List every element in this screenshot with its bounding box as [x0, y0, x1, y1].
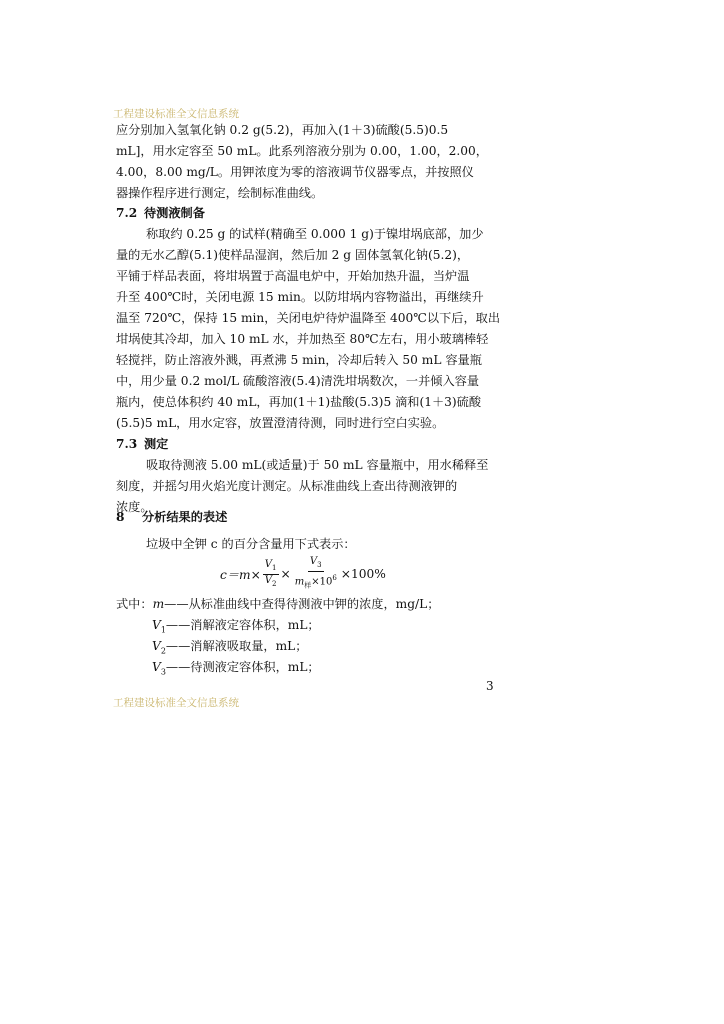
watermark-bottom: 工程建设标准全文信息系统 — [113, 697, 239, 709]
superscript: 6 — [332, 574, 337, 583]
definition-v1 — [152, 617, 320, 638]
symbol-v: V — [152, 639, 161, 653]
body-line: 中，用少量 0.2 mol/L 硫酸溶液(5.4)清洗坩埚数次，一并倾入容量 — [116, 374, 480, 388]
definition-m — [116, 596, 439, 612]
formula-lhs: c＝m× — [220, 567, 261, 582]
fraction-denominator — [293, 572, 339, 591]
body-line: 坩埚使其冷却，加入 10 mL 水，并加热至 80℃左右，用小玻璃棒轻 — [116, 332, 489, 346]
section-heading-7-2 — [116, 205, 205, 221]
formula — [220, 558, 386, 590]
body-line: 称取约 0.25 g 的试样(精确至 0.000 1 g)于镍坩埚底部，加少 — [146, 227, 484, 241]
body-line: 刻度，并摇匀用火焰光度计测定。从标准曲线上查出待测液钾的 — [116, 479, 458, 493]
definition-text: ——消解液吸取量，mL； — [165, 639, 308, 653]
section-heading-8 — [116, 509, 227, 525]
section-heading-7-3 — [116, 436, 168, 452]
fraction-numerator — [263, 559, 279, 575]
section-title: 待测液制备 — [144, 206, 205, 220]
body-line: 应分别加入氢氧化钠 0.2 g(5.2)，再加入(1＋3)硫酸(5.5)0.5 — [116, 123, 449, 137]
symbol-m: m — [152, 597, 165, 611]
body-line: 瓶内，使总体积约 40 mL，再加(1＋1)盐酸(5.3)5 滴和(1＋3)硫酸 — [116, 395, 482, 409]
symbol-m: m — [294, 576, 305, 588]
subscript: 2 — [160, 646, 166, 656]
symbol-v: V — [152, 618, 161, 632]
body-line: 浓度。 — [116, 500, 153, 514]
formula-tail: ×100% — [340, 567, 386, 581]
fraction-v3-m — [293, 556, 339, 591]
body-line: mL]，用水定容至 50 mL。此系列溶液分别为 0.00，1.00，2.00， — [116, 144, 488, 158]
symbol-v: V — [152, 660, 161, 674]
fraction-denominator — [263, 575, 279, 590]
definition-v3 — [152, 659, 320, 680]
body-line: (5.5)5 mL，用水定容，放置澄清待测，同时进行空白实验。 — [116, 416, 445, 430]
body-line: 吸取待测液 5.00 mL(或适量)于 50 mL 容量瓶中，用水稀释至 — [146, 458, 489, 472]
symbol-v: V — [264, 574, 273, 586]
body-line: 平铺于样品表面，将坩埚置于高温电炉中，开始加热升温，当炉温 — [116, 269, 470, 283]
symbol-v: V — [309, 556, 318, 568]
definition-text: ——消解液定容体积，mL； — [165, 618, 320, 632]
formula-intro: 垃圾中全钾 c 的百分含量用下式表示： — [146, 537, 356, 551]
definition-text: ——待测液定容体积，mL； — [165, 660, 320, 674]
fraction-v1-v2 — [263, 559, 279, 590]
times-ten: ×10 — [311, 576, 333, 588]
subscript: 3 — [160, 667, 166, 677]
body-line: 量的无水乙醇(5.1)使样品湿润，然后加 2 g 固体氢氧化钠(5.2)， — [116, 248, 470, 262]
subscript: 1 — [160, 625, 166, 635]
subscript: 2 — [272, 579, 277, 588]
definition-text: ——从标准曲线中查得待测液中钾的浓度，mg/L； — [164, 597, 440, 611]
body-line: 4.00，8.00 mg/L。用钾浓度为零的溶液调节仪器零点，并按照仪 — [116, 165, 474, 179]
section-title: 分析结果的表述 — [142, 510, 228, 524]
section-number: 7.3 — [116, 437, 138, 451]
body-line: 轻搅拌，防止溶液外溅，再煮沸 5 min，冷却后转入 50 mL 容量瓶 — [116, 353, 482, 367]
definition-prefix: 式中： — [116, 597, 153, 611]
symbol-v: V — [264, 558, 273, 570]
watermark-top: 工程建设标准全文信息系统 — [113, 108, 239, 120]
fraction-numerator — [308, 556, 324, 572]
page-number: 3 — [486, 679, 494, 693]
subscript: 1 — [272, 563, 277, 572]
subscript: 3 — [317, 561, 322, 570]
section-title: 测定 — [144, 437, 169, 451]
body-line: 器操作程序进行测定，绘制标准曲线。 — [116, 186, 324, 200]
body-line: 升至 400℃时，关闭电源 15 min。以防坩埚内容物溢出，再继续升 — [116, 290, 484, 304]
section-number: 8 — [116, 510, 125, 524]
times-sign: × — [280, 567, 291, 581]
section-number: 7.2 — [116, 206, 138, 220]
body-line: 温至 720℃，保持 15 min，关闭电炉待炉温降至 400℃以下后，取出 — [116, 311, 501, 325]
definition-v2 — [152, 638, 307, 659]
subscript: 样 — [304, 581, 312, 590]
